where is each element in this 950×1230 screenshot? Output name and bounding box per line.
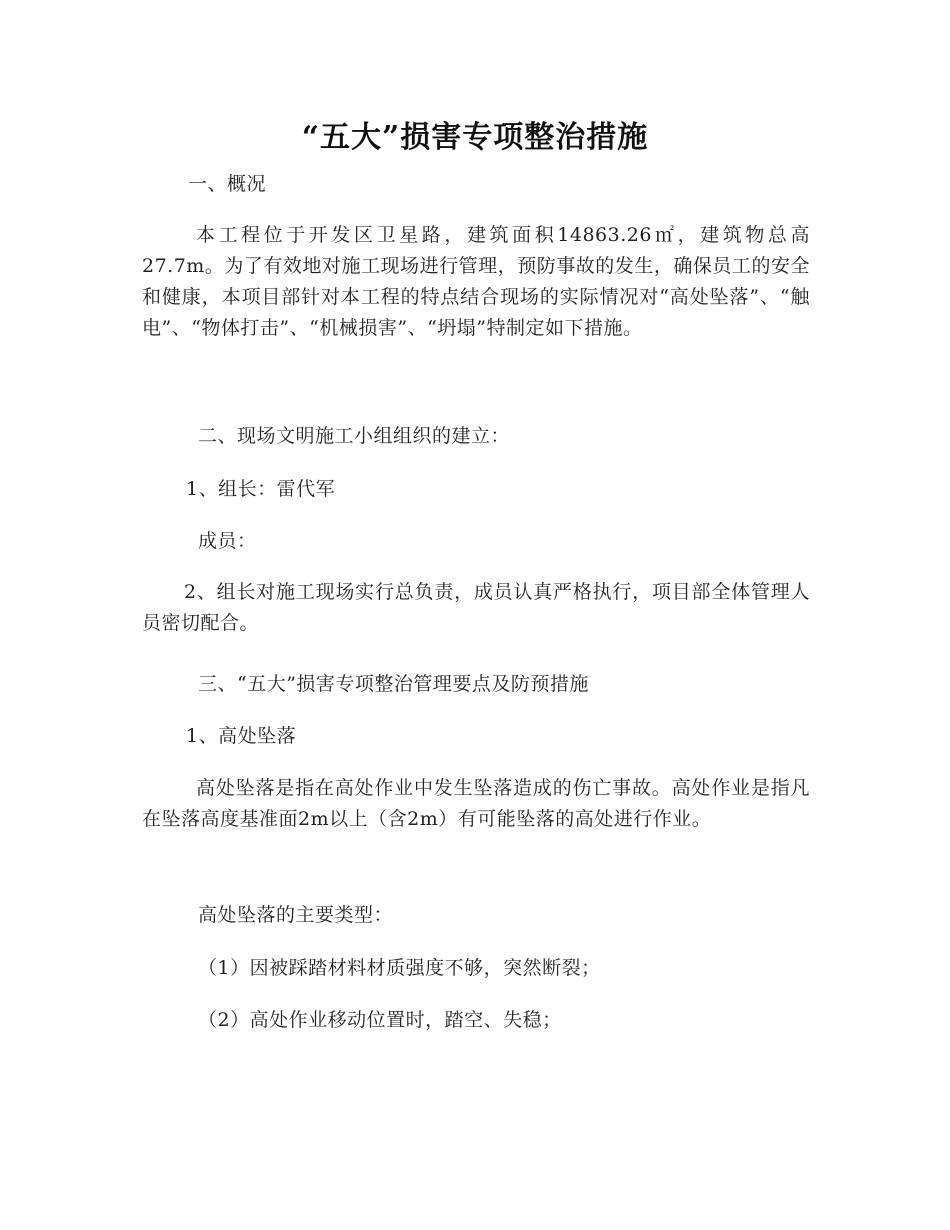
section-2-item-1: 1、组长：雷代军 [186, 478, 336, 500]
section-2-heading: 二、现场文明施工小组组织的建立： [198, 425, 511, 447]
section-2-item-2: 2、组长对施工现场实行总负责，成员认真严格执行，项目部全体管理人员密切配合。 [142, 581, 810, 634]
section-2-members: 成员： [198, 530, 257, 552]
section-3-types-heading: 高处坠落的主要类型： [198, 904, 394, 926]
section-3-item-1: 1、高处坠落 [186, 725, 297, 747]
section-3-definition: 高处坠落是指在高处作业中发生坠落造成的伤亡事故。高处作业是指凡在坠落高度基准面2m以上（含2m）有可能坠落的高处进行作业。 [142, 777, 810, 830]
document-title: “五大”损害专项整治措施 [301, 120, 649, 155]
section-3-heading: 三、“五大”损害专项整治管理要点及防预措施 [198, 673, 589, 695]
section-1-heading: 一、概况 [188, 173, 267, 195]
section-1-body: 本工程位于开发区卫星路，建筑面积14863.26㎡，建筑物总高27.7m。为了有效地对施工现场进行管理，预防事故的发生，确保员工的安全和健康，本项目部针对本工程的特点结合现场的实际情况对“高处坠落”、“触电”、“物体打击”、“机械损害”、“坍塌”特制定如下措施。 [142, 224, 810, 339]
section-3-type-1: （1）因被踩踏材料材质强度不够，突然断裂； [198, 957, 601, 979]
section-3-type-2: （2）高处作业移动位置时，踏空、失稳； [198, 1009, 562, 1031]
